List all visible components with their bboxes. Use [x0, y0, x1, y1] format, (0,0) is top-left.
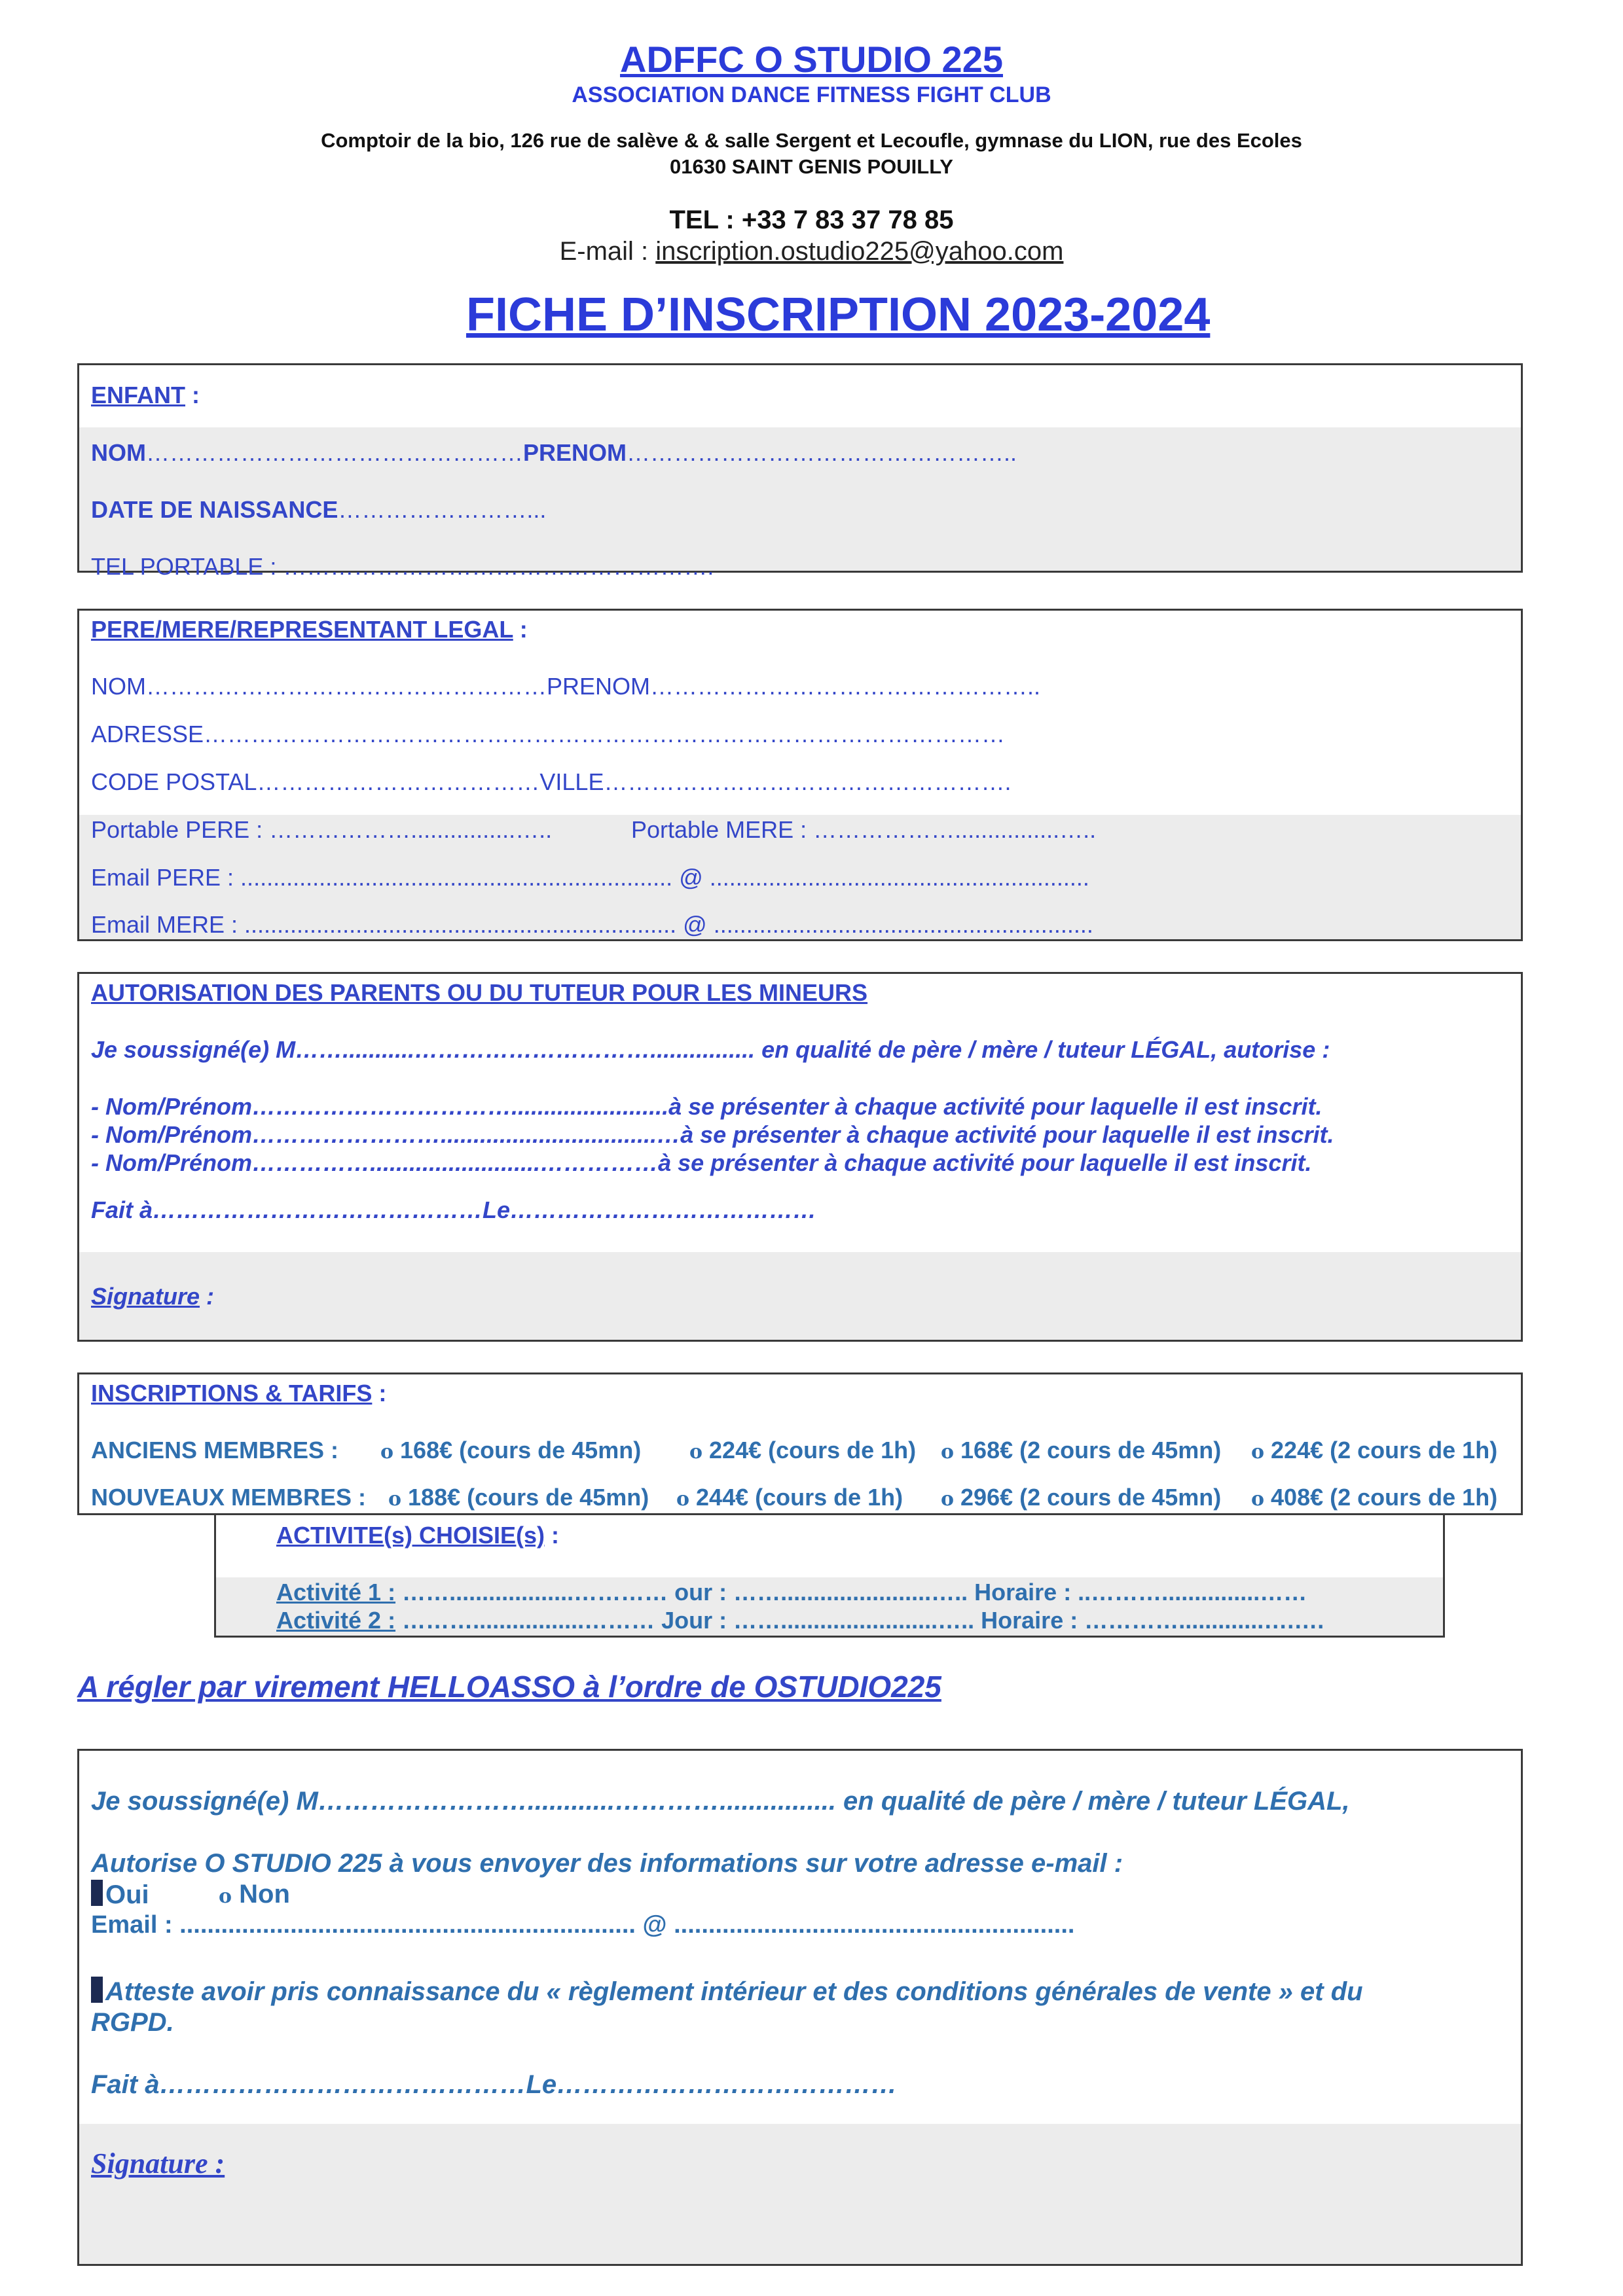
address-line-1: Comptoir de la bio, 126 rue de salève & & salle Sergent et Lecoufle, gymnase du LION, rue des Ecoles	[321, 129, 1302, 152]
anciens-option-2[interactable]: o 224€ (cours de 1h)	[689, 1437, 917, 1463]
autorisation-section	[77, 972, 1523, 1342]
consent-email-field[interactable]: Email : .................................................................. @ ..........................................................	[91, 1911, 1075, 1939]
consent-fait[interactable]: Fait à……………………………………Le…………………………………	[91, 2070, 898, 2099]
email-mere-field[interactable]: Email MERE : .................................................................. @ ..........................................................	[91, 911, 1093, 938]
enfant-section	[77, 363, 1523, 580]
parent-adresse-field[interactable]: ADRESSE…………………………………………………………………………………………	[91, 721, 1006, 747]
email-link[interactable]: inscription.ostudio225@yahoo.com	[655, 237, 1064, 266]
phone-number: TEL : +33 7 83 37 78 85	[669, 206, 954, 234]
consent-atteste[interactable]: Atteste avoir pris connaissance du « règlement intérieur et des conditions générales de vente » et du	[91, 1977, 1363, 2007]
portable-mere-field[interactable]: Portable MERE : ………………................…..	[631, 816, 1097, 843]
parent-code-postal-field[interactable]: CODE POSTAL………………………………VILLE…………………………………………….	[91, 768, 1012, 795]
consent-shade	[79, 2124, 1521, 2264]
consent-soussigne[interactable]: Je soussigné(e) M……………………............…………................ en qualité de père / mère / tuteur LÉGAL,	[91, 1787, 1350, 1816]
consent-section	[77, 1749, 1523, 2266]
consent-atteste-rgpd: RGPD.	[91, 2008, 174, 2037]
autorisation-heading: AUTORISATION DES PARENTS OU DU TUTEUR POUR LES MINEURS	[91, 979, 868, 1006]
consent-signature[interactable]: Signature :	[91, 2147, 225, 2179]
email-pere-field[interactable]: Email PERE : .................................................................. @ ..........................................................	[91, 864, 1089, 891]
anciens-membres-label: ANCIENS MEMBRES :	[91, 1437, 339, 1463]
autorisation-nom-2[interactable]: - Nom/Prénom…………………….................................…à se présenter à chaque activité pour laquelle il est inscrit.	[91, 1121, 1334, 1148]
enfant-nom-field[interactable]: NOM…………………………………………PRENOM…………………………………………..	[91, 439, 1017, 466]
anciens-option-4[interactable]: o 224€ (2 cours de 1h)	[1251, 1437, 1498, 1463]
consent-non-option[interactable]: o Non	[219, 1880, 290, 1909]
tarifs-heading: INSCRIPTIONS & TARIFS :	[91, 1380, 387, 1407]
anciens-option-3[interactable]: o 168€ (2 cours de 45mn)	[941, 1437, 1222, 1463]
parent-heading: PERE/MERE/REPRESENTANT LEGAL :	[91, 616, 528, 643]
org-title: ADFFC O STUDIO 225	[620, 39, 1003, 80]
activites-heading: ACTIVITE(s) CHOISIE(s) :	[276, 1522, 560, 1549]
address-line-2: 01630 SAINT GENIS POUILLY	[669, 155, 953, 178]
autorisation-nom-3[interactable]: - Nom/Prénom……………..........................……………à se présenter à chaque activité pour laquelle il est inscrit.	[91, 1149, 1312, 1176]
autorisation-fait[interactable]: Fait à……………………………………Le…………………………………	[91, 1196, 817, 1223]
anciens-option-1[interactable]: o 168€ (cours de 45mn)	[380, 1437, 642, 1463]
email-label: E-mail :	[559, 237, 656, 266]
activite-2-field[interactable]: Activité 2 : ……….................……… Jour : ……........................….. Horaire : ………….............….….	[276, 1607, 1324, 1634]
nouveaux-membres-label: NOUVEAUX MEMBRES :	[91, 1484, 367, 1511]
form-title: FICHE D’INSCRIPTION 2023-2024	[466, 289, 1211, 341]
tarifs-section	[77, 1372, 1523, 1515]
org-subtitle: ASSOCIATION DANCE FITNESS FIGHT CLUB	[572, 82, 1051, 107]
enfant-tel-field[interactable]: TEL PORTABLE : ……………………………………………….	[91, 553, 714, 580]
portable-pere-field[interactable]: Portable PERE : ………………................…..	[91, 816, 553, 843]
nouveaux-option-2[interactable]: o 244€ (cours de 1h)	[676, 1484, 903, 1511]
activite-1-field[interactable]: Activité 1 : ……...................………… our : …….......................….. Horaire : ..………...............……	[276, 1579, 1307, 1605]
nouveaux-option-3[interactable]: o 296€ (2 cours de 45mn)	[941, 1484, 1222, 1511]
nouveaux-option-1[interactable]: o 188€ (cours de 45mn)	[388, 1484, 649, 1511]
reglement-note: A régler par virement HELLOASSO à l’ordre de OSTUDIO225	[77, 1670, 941, 1704]
checkbox-atteste-icon[interactable]	[91, 1977, 103, 2003]
email-line	[0, 237, 1623, 266]
parent-nom-field[interactable]: NOM……………………………………………PRENOM…………………………………………..	[91, 673, 1041, 700]
autorisation-signature[interactable]: Signature :	[91, 1283, 215, 1310]
enfant-date-field[interactable]: DATE DE NAISSANCE……………………...	[91, 496, 547, 523]
activites-section	[214, 1513, 1445, 1638]
autorisation-shade	[79, 1252, 1521, 1340]
autorisation-soussigne[interactable]: Je soussigné(e) M……...........…………………………................ en qualité de père / mère / tuteur LÉGAL, autorise :	[91, 1036, 1330, 1063]
consent-autorise: Autorise O STUDIO 225 à vous envoyer des informations sur votre adresse e-mail :	[91, 1849, 1123, 1878]
autorisation-nom-1[interactable]: - Nom/Prénom……………………………........................à se présenter à chaque activité pour laquelle il est inscrit.	[91, 1093, 1322, 1120]
checkbox-oui-icon[interactable]	[91, 1880, 103, 1906]
enfant-heading: ENFANT :	[91, 382, 200, 408]
consent-oui-option[interactable]: Oui	[91, 1880, 149, 1910]
parent-section	[77, 609, 1523, 941]
nouveaux-option-4[interactable]: o 408€ (2 cours de 1h)	[1251, 1484, 1498, 1511]
